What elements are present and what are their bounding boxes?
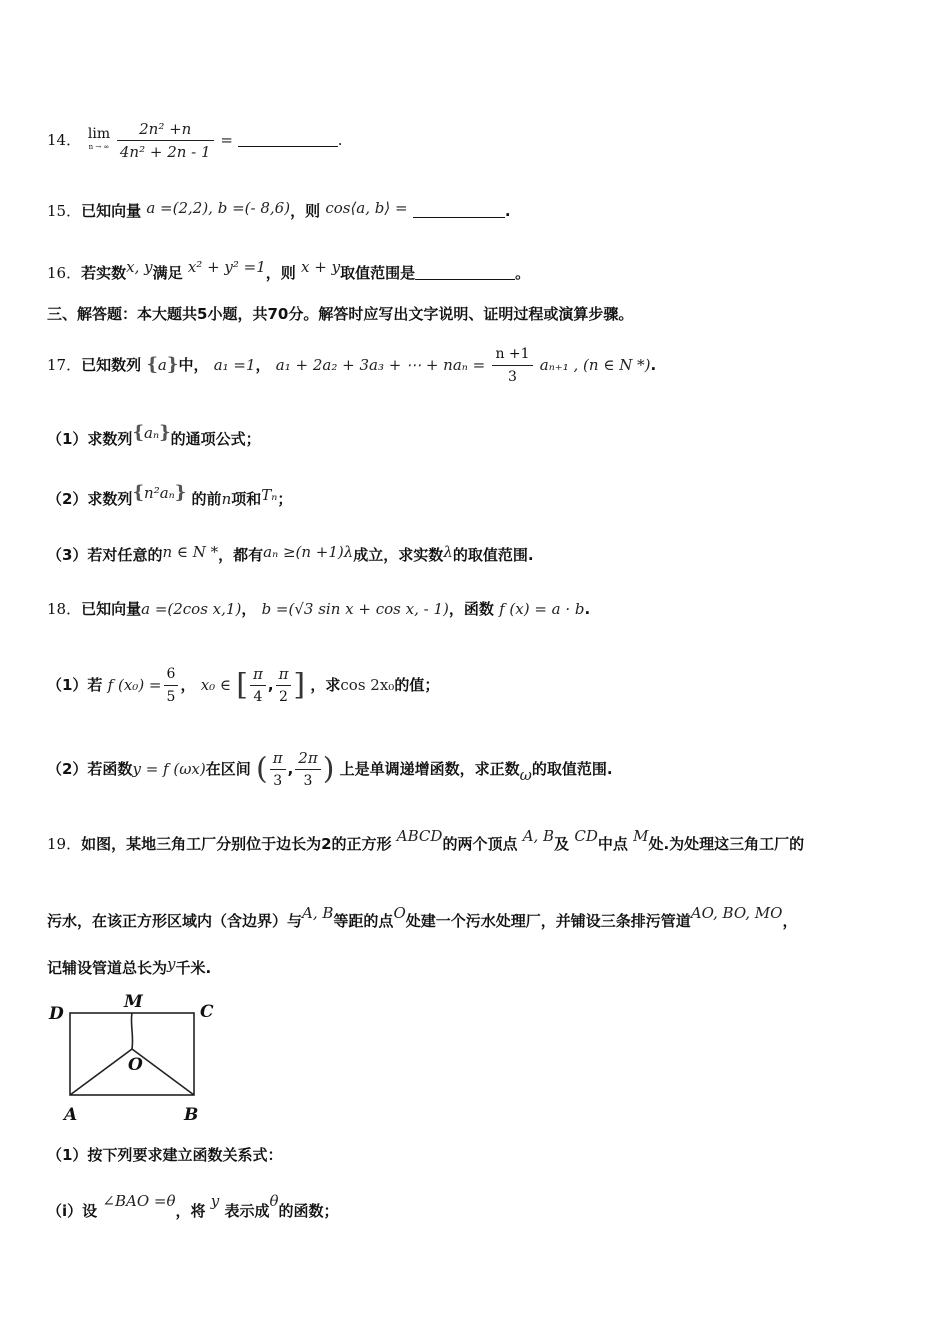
q17-p2-seq: n²aₙ [144, 484, 175, 502]
q17-p1-pre: （1）求数列 [47, 430, 133, 448]
q15-text-2: ，则 [290, 202, 321, 220]
q18-end: . [584, 600, 591, 618]
pipe-mo [131, 1013, 132, 1049]
q17-sep: ， [255, 356, 271, 374]
q18-p2-pre: （2）若函数 [47, 760, 133, 778]
q17-p2-pre: （2）求数列 [47, 490, 133, 508]
q17-frac-bot: 3 [492, 365, 532, 388]
q15-end: . [504, 202, 511, 220]
q19-y: y [167, 955, 176, 973]
q19-m: M [633, 827, 649, 845]
q19-pi-mid: ，将 [175, 1202, 206, 1220]
q19-pi-post: 的函数； [278, 1202, 339, 1220]
q17-part-3 [47, 541, 534, 566]
q18-p2-mid: 在区间 [205, 760, 251, 778]
pipe-ao [70, 1049, 132, 1095]
q19-l1e: 中点 [597, 835, 628, 853]
q18-p2-r2b: 3 [295, 769, 320, 792]
q17-p2-mid2: 项和 [231, 490, 262, 508]
question-15 [47, 197, 511, 222]
q18-p1-r2 [276, 663, 292, 708]
q19-l1f: 处.为处理这三角工厂的 [648, 835, 805, 853]
q15-number: 15． [47, 202, 82, 220]
q18-p2-paren-l: ( [256, 751, 268, 787]
q19-part-i [47, 1190, 339, 1222]
question-17 [47, 343, 656, 388]
question-14 [47, 118, 343, 163]
q18-p1-fb: 5 [164, 685, 179, 708]
q18-p1-r1 [250, 663, 266, 708]
q16-text-2: 满足 [152, 264, 183, 282]
q18-p2-r1t: π [272, 749, 283, 767]
q18-p2-r2 [295, 747, 320, 792]
q19-abcd: ABCD [396, 827, 443, 845]
q19-l1c: 的两个顶点 [442, 835, 518, 853]
q14-denominator: 4n² + 2n - 1 [117, 140, 214, 163]
q17-p3-mid: ，都有 [218, 546, 264, 564]
q17-p2-brace-r: } [174, 482, 187, 503]
square-figure [44, 990, 234, 1125]
q17-brace-left: { [146, 354, 158, 375]
q18-p1-f: f (x₀) = [107, 676, 162, 694]
q19-l1a: 如图，某地三角工厂分别位于边长为 [81, 835, 322, 853]
q18-p1-sep: ， [180, 676, 196, 694]
q15-vectors: a =(2,2), b =(- 8,6) [146, 199, 291, 217]
q17-number: 17． [47, 356, 82, 374]
q18-p2-mid2: 上是单调递增函数，求正数 [339, 760, 520, 778]
q17-p3-post: 的取值范围. [452, 546, 534, 564]
q17-p2-brace-l: { [132, 482, 145, 503]
question-19-line-2 [47, 902, 797, 932]
q14-number: 14． [47, 131, 82, 149]
q19-pi-pre: （i）设 [47, 1202, 98, 1220]
q18-text-1: 已知向量 [81, 600, 142, 618]
q19-pi-y: y [210, 1192, 220, 1210]
q19-pi-mid2: 表示成 [224, 1202, 270, 1220]
q16-text-3: ，则 [265, 264, 296, 282]
q19-ab: A, B [522, 827, 555, 845]
question-18 [47, 598, 590, 620]
q19-l2d: ， [782, 912, 798, 930]
q17-p1-brace-r: } [159, 422, 171, 443]
q17-p2-n: n [221, 490, 232, 508]
q17-p2-mid: 的前 [191, 490, 222, 508]
q15-answer-blank [413, 217, 505, 218]
q18-p1-bracket-r: ] [293, 667, 306, 703]
label-m: M [124, 992, 143, 1012]
q17-fraction [492, 343, 532, 388]
q18-vec-a: a =(2cos x,1) [141, 600, 242, 618]
q17-p3-lambda: λ [443, 543, 453, 561]
q19-p1: （1）按下列要求建立函数关系式： [47, 1146, 283, 1164]
q19-pi-angle: ∠BAO =θ [102, 1192, 176, 1210]
label-a: A [64, 1105, 78, 1125]
q19-l3b: 千米. [175, 959, 212, 977]
q19-cd: CD [574, 827, 598, 845]
q17-brace-right: } [166, 354, 179, 375]
q17-p2-T: Tₙ [261, 486, 278, 504]
q17-p1-post: 的通项公式； [170, 430, 261, 448]
q17-p3-pre: （3）若对任意的 [47, 546, 163, 564]
q19-ab2: A, B [302, 904, 334, 922]
q16-text-1: 若实数 [81, 264, 127, 282]
q18-p1-mid: ，求 [310, 676, 341, 694]
q16-sum: x + y [301, 258, 341, 276]
q15-text-1: 已知向量 [81, 202, 142, 220]
q16-text-4: 取值范围是 [340, 264, 416, 282]
q19-l3a: 记辅设管道总长为 [47, 959, 168, 977]
question-19-line-3 [47, 953, 211, 979]
q17-seq: a [157, 356, 167, 374]
q19-l2a: 污水，在该正方形区域内（含边界）与 [47, 912, 303, 930]
q18-p2-r1b: 3 [270, 769, 286, 792]
q18-p1-r1b: 4 [250, 685, 266, 708]
q17-part-1 [47, 422, 261, 450]
q16-answer-blank [415, 279, 515, 280]
q19-l1d: 及 [554, 835, 570, 853]
q17-text-1: 已知数列 [81, 356, 142, 374]
question-19-line-1 [47, 825, 804, 855]
q18-sep: ， [241, 600, 257, 618]
q19-l2c: 处建一个污水处理厂，并铺设三条排污管道 [405, 912, 691, 930]
q18-number: 18． [47, 600, 82, 618]
q14-end: . [337, 131, 343, 149]
label-o: O [128, 1055, 143, 1075]
q18-p1-r2t: π [278, 665, 289, 683]
q14-lim: lim [87, 125, 111, 142]
q18-p1-pre: （1）若 [47, 676, 103, 694]
q18-p1-ft: 6 [166, 666, 176, 682]
q17-frac-top: n +1 [495, 346, 530, 362]
q17-rhs: aₙ₊₁ , (n ∈ N *) [539, 356, 651, 374]
q17-p1-brace-l: { [132, 422, 145, 443]
q16-number: 16． [47, 264, 82, 282]
label-b: B [184, 1105, 199, 1125]
q14-answer-blank [238, 146, 338, 147]
q18-p2-post: 的取值范围. [531, 760, 613, 778]
q18-p1-post: 的值； [394, 676, 440, 694]
q18-p2-r2t: 2π [298, 749, 318, 767]
section-3-heading: 三、解答题：本大题共5小题，共70分。解答时应写出文字说明、证明过程或演算步骤。 [47, 305, 634, 323]
label-c: C [200, 1002, 214, 1022]
q17-p1-seq: aₙ [144, 424, 160, 442]
q14-lim-sub: n → ∞ [88, 142, 110, 151]
q18-p2-omega: ω [519, 766, 532, 784]
q17-end: . [650, 356, 657, 374]
q18-p1-r1t: π [253, 665, 263, 683]
q17-p3-mid2: 成立，求实数 [353, 546, 444, 564]
question-16 [47, 256, 530, 284]
q17-lhs: a₁ + 2a₂ + 3a₃ + ⋯ + naₙ = [275, 356, 486, 374]
q16-condition: x² + y² =1 [187, 258, 266, 276]
q19-l2b: 等距的点 [333, 912, 394, 930]
q18-p1-frac [164, 663, 179, 708]
q19-pipes: AO, BO, MO [690, 904, 783, 922]
q14-equals: = [220, 131, 233, 149]
q18-text-2: ，函数 [448, 600, 494, 618]
q18-f: f (x) = a · b [499, 600, 585, 618]
q19-pi-theta: θ [269, 1192, 279, 1210]
q16-end: 。 [515, 264, 531, 282]
q18-p1-r2b: 2 [276, 685, 292, 708]
q17-p3-ineq: aₙ ≥(n +1)λ [263, 543, 354, 561]
q18-part-1: （1）若 f (x₀) = $\frac{6}{5}$ ， x₀ ∈ [ $\frac{\pi}{4}$ , $\frac{\pi}{2}$ ] ，求cos 2x₀的值； [47, 663, 439, 708]
q19-side: 2 [321, 835, 332, 853]
q19-part-1 [47, 1144, 282, 1166]
q18-p2-y: y = f (ωx) [132, 760, 206, 778]
q14-numerator: 2n² +n [139, 120, 192, 138]
q14-fraction [117, 118, 214, 163]
q17-text-2: 中， [178, 356, 209, 374]
q19-o: O [393, 904, 406, 922]
q18-vec-b: b =(√3 sin x + cos x, - 1) [261, 600, 449, 618]
q16-xy: x, y [126, 258, 153, 276]
q17-p2-post: ； [277, 490, 293, 508]
q17-p3-cond: n ∈ N * [162, 543, 219, 561]
q18-p2-r1 [270, 747, 286, 792]
q15-cos-expr: cos⟨a, b⟩ = [325, 199, 408, 217]
q18-p1-bracket-l: [ [236, 667, 248, 703]
q19-l1b: 的正方形 [331, 835, 392, 853]
q18-p2-paren-r: ) [322, 751, 335, 787]
q19-number: 19． [47, 835, 82, 853]
label-d: D [49, 1004, 64, 1024]
q17-part-2 [47, 482, 292, 510]
q17-a1: a₁ =1 [213, 356, 256, 374]
q18-p1-x0: x₀ ∈ [200, 676, 232, 694]
q18-part-2: （2）若函数y = f (ωx)在区间 ( $\frac{\pi}{3}$ , $\frac{2\pi}{3}$ ) 上是单调递增函数，求正数ω的取值范围. [47, 747, 613, 792]
q18-p1-cos: cos 2x₀ [340, 676, 395, 694]
